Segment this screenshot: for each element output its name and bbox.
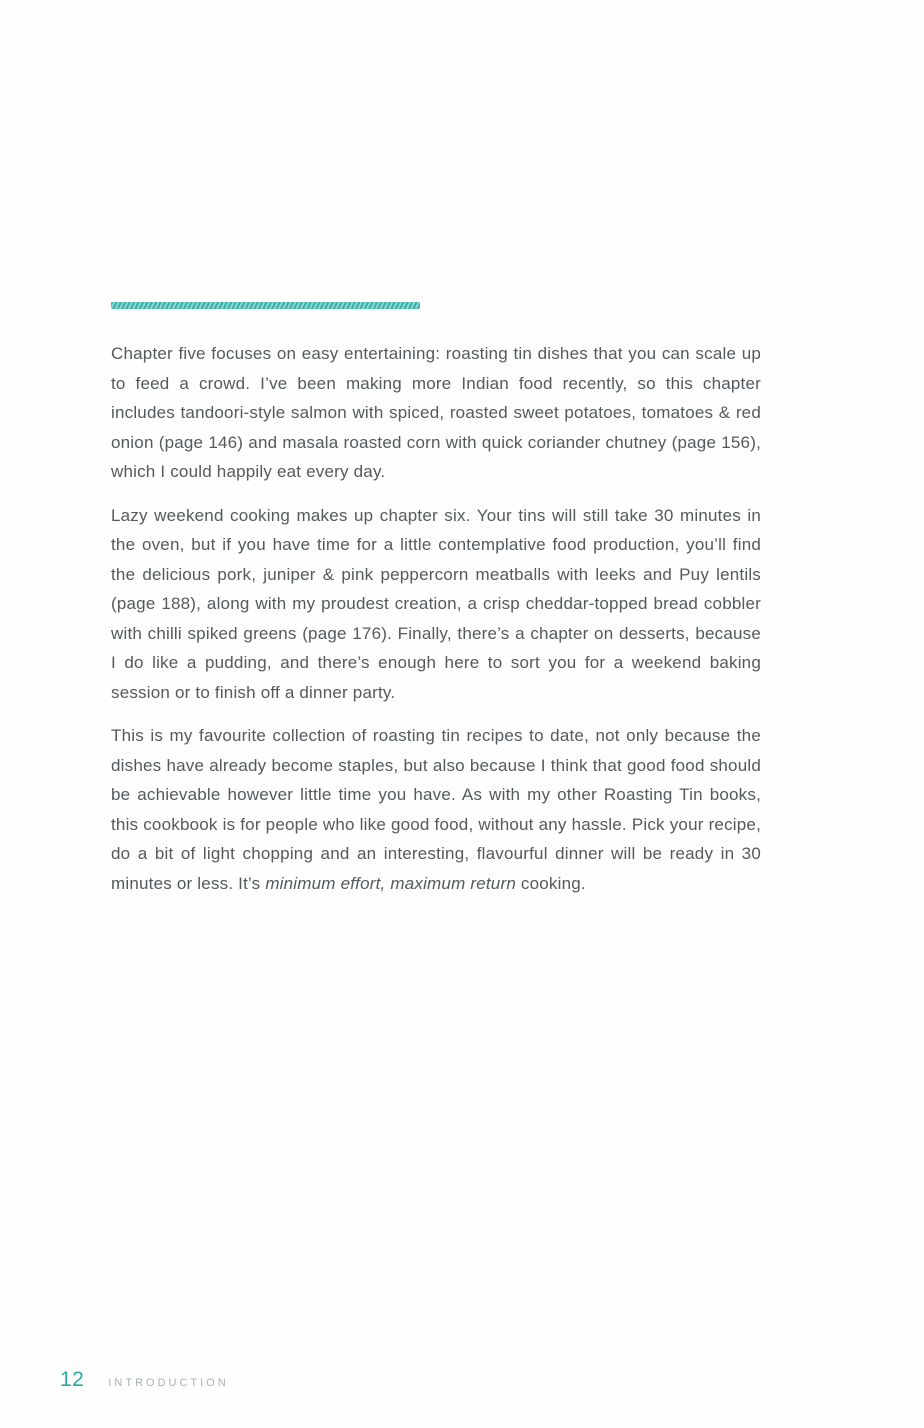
paragraph-chapter-five: Chapter five focuses on easy entertaining: roasting tin dishes that you can scale up to feed a crowd. I’ve been making more Indian food recently, so this chapter includes tandoori-style salmon with spiced, roasted sweet potatoes, tomatoes & red onion (page 146) and masala roasted corn with quick coriander chutney (page 156), which I could happily eat every day. [111,344,761,481]
closing-text-end: cooking. [515,873,586,893]
page-footer [60,1368,229,1392]
page-number: 12 [60,1368,85,1391]
paragraph-closing [111,721,761,898]
decorative-striped-rule [111,302,420,309]
page-body-text [111,339,761,912]
paragraph-chapter-six: Lazy weekend cooking makes up chapter six. Your tins will still take 30 minutes in the oven, but if you have time for a little contemplative food production, you’ll find the delicious pork, juniper & pink peppercorn meatballs with leeks and Puy lentils (page 188), along with my proudest creation, a crisp cheddar-topped bread cobbler with chilli spiked greens (page 176). Finally, there’s a chapter on desserts, because I do like a pudding, and there’s enough here to sort you for a weekend baking session or to finish off a dinner party. [111,505,761,702]
section-label: INTRODUCTION [108,1377,229,1389]
closing-text-start: This is my favourite collection of roasting tin recipes to date, not only because the dishes have already become staples, but also because I think that good food should be achievable however little time you have. As with my other Roasting Tin books, this cookbook is for people who like good food, without any hassle. Pick your recipe, do a bit of light chopping and an interesting, flavourful dinner will be ready in 30 minutes or less. It’s [111,726,761,893]
closing-text-italic: minimum effort, maximum return [265,873,516,893]
